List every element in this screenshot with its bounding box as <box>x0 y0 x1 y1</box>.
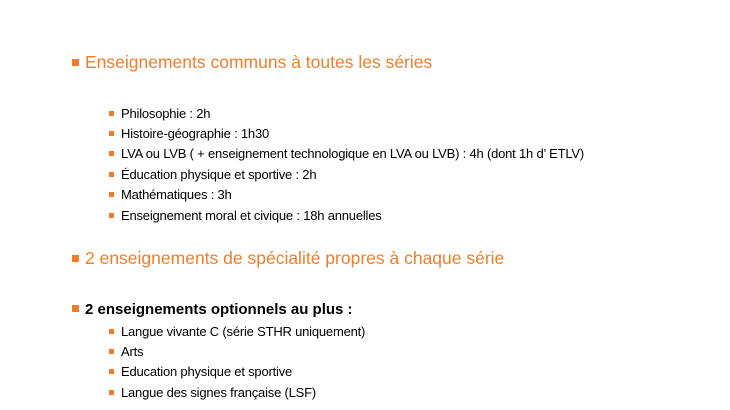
section-heading-specialty <box>72 248 504 269</box>
square-bullet-icon <box>109 329 114 334</box>
common-subjects-list <box>109 103 584 225</box>
list-item-text: Histoire-géographie : 1h30 <box>121 126 270 142</box>
square-bullet-icon <box>109 213 114 218</box>
list-item <box>109 164 584 184</box>
square-bullet-icon <box>109 151 114 156</box>
list-item <box>109 185 584 205</box>
list-item-text: Langue vivante C (série STHR uniquement) <box>121 323 366 339</box>
section-title: Enseignements communs à toutes les séries <box>85 52 433 72</box>
list-item <box>109 341 365 361</box>
list-item-text: Arts <box>121 344 144 360</box>
list-item-text: Philosophie : 2h <box>121 105 211 121</box>
list-item-text: Langue des signes française (LSF) <box>121 384 317 400</box>
list-item-text: Éducation physique et sportive : 2h <box>121 166 317 182</box>
square-bullet-icon <box>109 390 114 395</box>
optional-subjects-list <box>109 321 365 403</box>
square-bullet-icon <box>109 192 114 197</box>
list-item-text: Enseignement moral et civique : 18h annuelles <box>121 207 382 223</box>
list-item <box>109 382 365 402</box>
square-bullet-icon <box>109 172 114 177</box>
list-item <box>109 123 584 143</box>
list-item <box>109 103 584 123</box>
square-bullet-icon <box>72 59 79 66</box>
section-title: 2 enseignements optionnels au plus : <box>85 301 353 318</box>
square-bullet-icon <box>72 305 79 312</box>
square-bullet-icon <box>109 131 114 136</box>
list-item <box>109 362 365 382</box>
section-title: 2 enseignements de spécialité propres à chaque série <box>85 248 505 268</box>
square-bullet-icon <box>72 255 79 262</box>
list-item <box>109 205 584 225</box>
list-item <box>109 321 365 341</box>
list-item-text: LVA ou LVB ( + enseignement technologique en LVA ou LVB) : 4h (dont 1h d’ ETLV) <box>121 146 584 162</box>
square-bullet-icon <box>109 349 114 354</box>
square-bullet-icon <box>109 111 114 116</box>
list-item-text: Education physique et sportive <box>121 364 293 380</box>
list-item-text: Mathématiques : 3h <box>121 187 232 203</box>
square-bullet-icon <box>109 369 114 374</box>
list-item <box>109 144 584 164</box>
section-heading-common <box>72 52 432 73</box>
section-heading-optional <box>72 301 353 318</box>
